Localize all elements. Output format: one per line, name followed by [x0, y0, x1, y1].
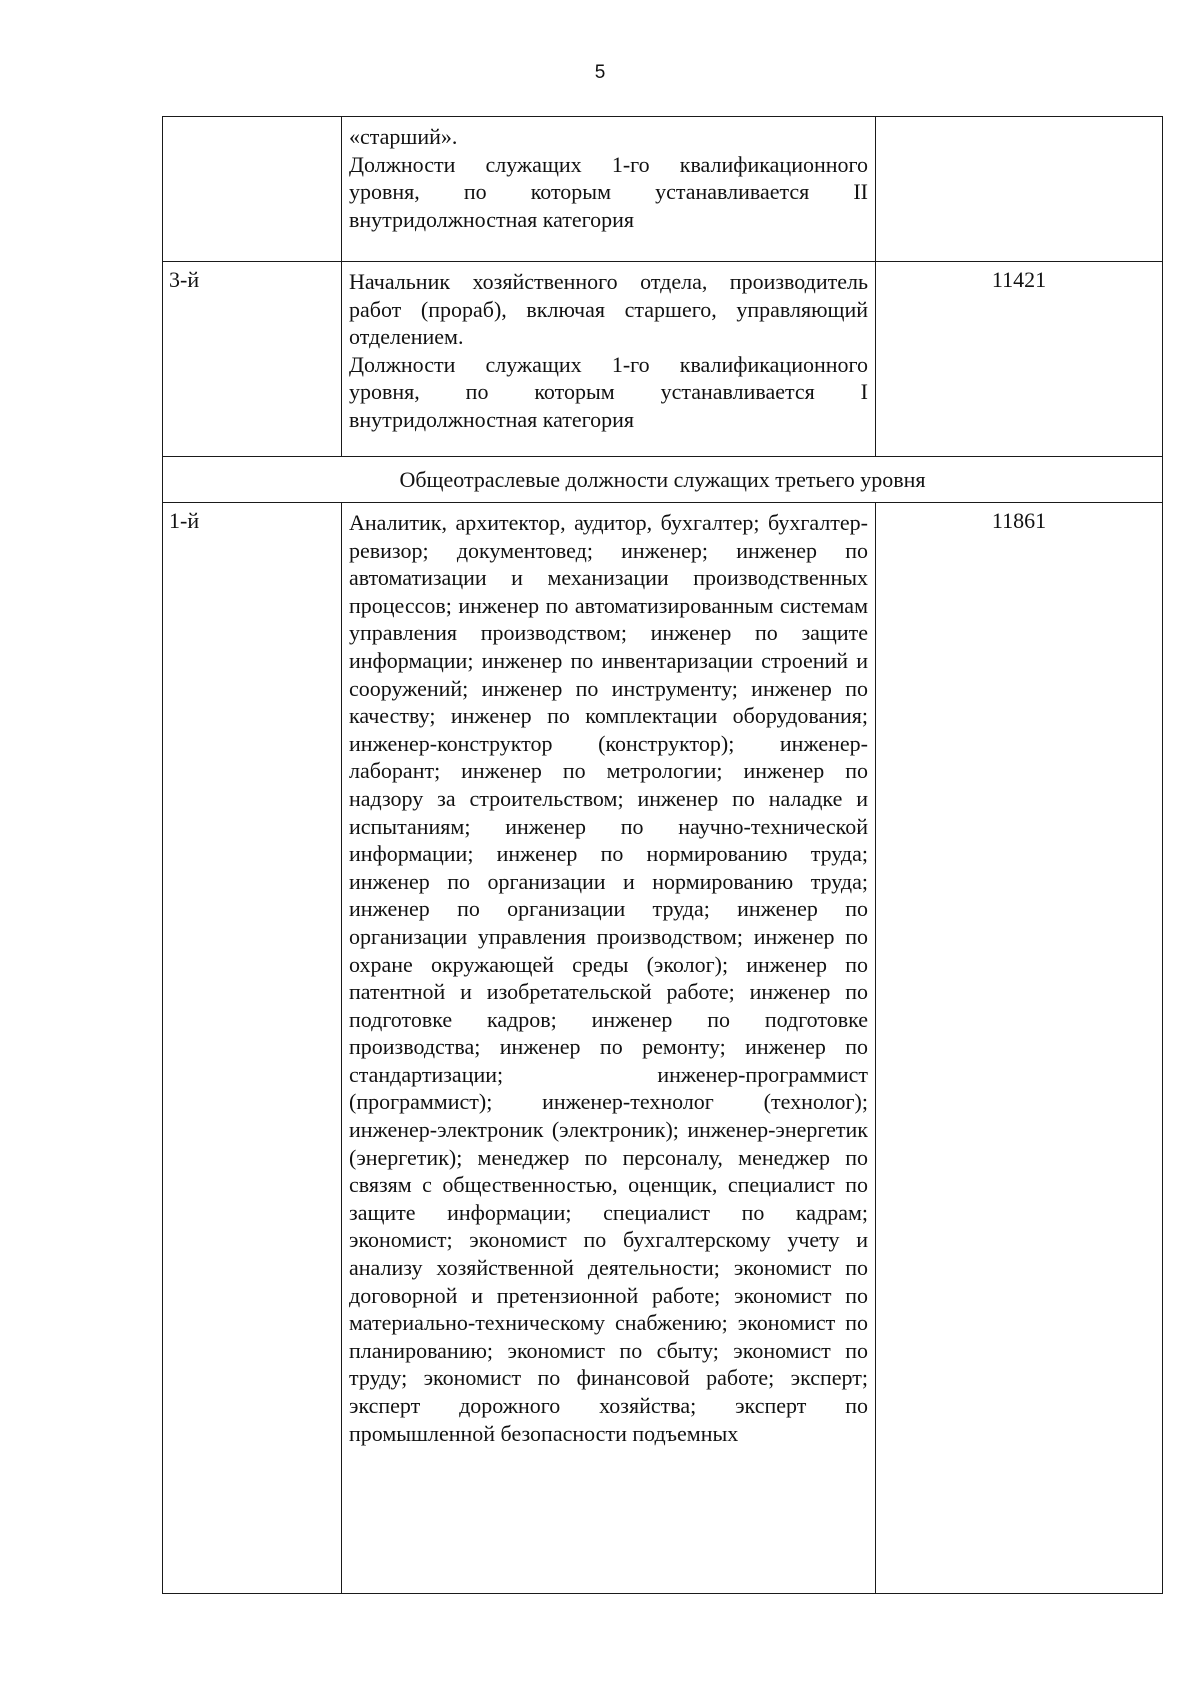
description-line: Должности служащих 1-го квалификационного уровня, по которым устанавливается II внутридолжностная категория: [349, 151, 868, 232]
description-cell: [342, 117, 876, 262]
code-cell: 11861: [876, 503, 1163, 1594]
table-row: [163, 262, 1163, 457]
description-line: «старший».: [349, 124, 458, 149]
table-row: [163, 503, 1163, 1594]
level-cell: 1-й: [163, 503, 342, 1594]
description-cell: [342, 503, 876, 1594]
level-cell: 3-й: [163, 262, 342, 457]
description-line: Начальник хозяйственного отдела, производитель работ (прораб), включая старшего, управляющий отделением.: [349, 269, 868, 350]
qualification-table: [162, 116, 1163, 1594]
section-header: Общеотраслевые должности служащих третьего уровня: [163, 457, 1163, 503]
description-text: Аналитик, архитектор, аудитор, бухгалтер; бухгалтер-ревизор; документовед; инженер; инженер по автоматизации и механизации производственных процессов; инженер по автоматизированным системам управления производством; инженер по защите информации; инженер по инвентаризации строений и сооружений; инженер по инструменту; инженер по качеству; инженер по комплектации оборудования; инженер-конструктор (конструктор); инженер-лаборант; инженер по метрологии; инженер по надзору за строительством; инженер по наладке и испытаниям; инженер по научно-технической информации; инженер по нормированию труда; инженер по организации и нормированию труда; инженер по организации труда; инженер по организации управления производством; инженер по охране окружающей среды (эколог); инженер по патентной и изобретательской работе; инженер по подготовке кадров; инженер по подготовке производства; инженер по ремонту; инженер по стандартизации; инженер-программист (программист); инженер-технолог (технолог); инженер-электроник (электроник); инженер-энергетик (энергетик); менеджер по персоналу, менеджер по связям с общественностью, оценщик, специалист по защите информации; специалист по кадрам; экономист; экономист по бухгалтерскому учету и анализу хозяйственной деятельности; экономист по договорной и претензионной работе; экономист по материально-техническому снабжению; экономист по планированию; экономист по сбыту; экономист по труду; экономист по финансовой работе; эксперт; эксперт дорожного хозяйства; эксперт по промышленной безопасности подъемных: [349, 510, 868, 1446]
description-cell: [342, 262, 876, 457]
section-header-row: [163, 457, 1163, 503]
level-cell: [163, 117, 342, 262]
table-row: [163, 117, 1163, 262]
code-cell: 11421: [876, 262, 1163, 457]
description-line: Должности служащих 1-го квалификационного уровня, по которым устанавливается I внутридолжностная категория: [349, 351, 868, 432]
page-number: 5: [594, 62, 606, 83]
code-cell: [876, 117, 1163, 262]
